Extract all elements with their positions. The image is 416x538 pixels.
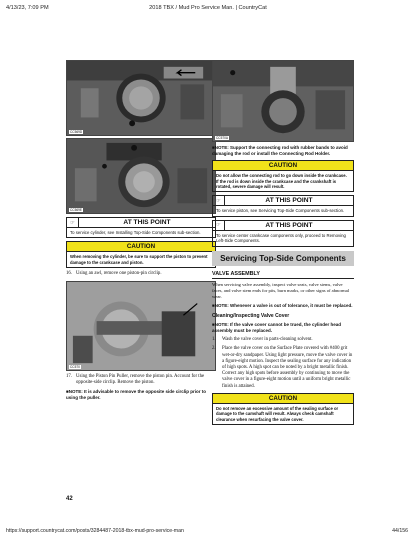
- at-this-point-box: [212, 220, 354, 231]
- step-text: Wash the valve cover in parts-cleaning solvent.: [222, 337, 313, 343]
- step-17: [66, 374, 216, 386]
- print-footer: [0, 526, 416, 538]
- connecting-rod-photo-art: [213, 61, 353, 141]
- engine-photo-1-art: [67, 61, 215, 135]
- print-header: [0, 0, 416, 14]
- note: ■NOTE: If the valve cover cannot be trued, the cylinder head assembly must be replaced.: [212, 321, 341, 334]
- at-this-point-text: To service center crankcase components only, proceed to Removing Left-Side Components.: [212, 231, 354, 247]
- at-this-point-box: [66, 217, 216, 228]
- figure-id: CC569D: [70, 130, 83, 134]
- at-this-point-box: [212, 195, 354, 206]
- caution-text: Do not allow the connecting rod to go down inside the crankcase. If the rod is down inside the crankcase and the crankshaft is rotated, severe damage will result.: [216, 173, 347, 190]
- pointing-hand-icon: ☞: [67, 218, 79, 227]
- engine-photo-2-art: [67, 139, 215, 213]
- engine-photo-2: [66, 138, 216, 214]
- paragraph: When servicing valve assembly, inspect valve seats, valve stems, valve faces, and valve stem ends for pits, burn marks, or other signs of abnormal wear.: [212, 281, 350, 299]
- note: ■NOTE: Whenever a valve is out of tolerance, it must be replaced.: [212, 302, 353, 308]
- step-number: 16.: [66, 271, 72, 277]
- pointing-hand-icon: ☞: [213, 221, 225, 230]
- valve-assembly-heading: VALVE ASSEMBLY: [212, 271, 354, 279]
- step-text: Place the valve cover on the Surface Plate covered with #400 grit wet-or-dry sandpaper. Using light pressure, move the valve cover in a figure-eight motion. Inspect the sealing surface for any indication of high spots. A high spot can be noted by a bright metallic finish. Correct any high spots before assembly by continuing to move the valve cover in a figure-eight motion until a uniform bright metallic finish is attained.: [222, 346, 353, 389]
- piston-puller-photo: [66, 281, 216, 371]
- note: ■NOTE: It is advisable to remove the opposite side circlip prior to using the puller.: [66, 388, 206, 401]
- note: ■NOTE: Support the connecting rod with rubber bands to avoid damaging the rod or install the Connecting Rod Holder.: [212, 145, 348, 157]
- at-this-point-text: To service piston, see Servicing Top-Side Components sub-section.: [212, 206, 354, 216]
- step-text: Using the Piston Pin Puller, remove the piston pin. Account for the opposite-side circlip. Remove the piston.: [76, 373, 205, 385]
- print-page-count: 44/156: [392, 528, 408, 534]
- step-number: 2.: [212, 346, 216, 352]
- figure-id: CC570A: [216, 136, 229, 140]
- caution-box: [212, 393, 354, 425]
- at-this-point-heading: AT THIS POINT: [265, 221, 313, 229]
- caution-heading: CAUTION: [213, 161, 353, 171]
- right-column: [212, 60, 354, 425]
- caution-heading: CAUTION: [213, 394, 353, 404]
- connecting-rod-photo: [212, 60, 354, 142]
- at-this-point-heading: AT THIS POINT: [123, 219, 171, 226]
- caution-text: Do not remove an excessive amount of the sealing surface or damage to the camshaft will result. Always check camshaft clearance when resurfacing the valve cover.: [216, 405, 339, 422]
- caution-box: [66, 241, 216, 268]
- figure-id: CC570: [70, 364, 80, 369]
- page-number: 42: [66, 496, 73, 502]
- step-2: [212, 346, 354, 390]
- caution-heading: CAUTION: [67, 242, 215, 252]
- step-16: [66, 271, 216, 277]
- at-this-point-heading: AT THIS POINT: [265, 197, 313, 205]
- print-url: https://support.countrycat.com/posts/3284487-2018-tbx-mud-pro-service-man: [6, 528, 184, 534]
- left-column: [66, 60, 216, 401]
- print-title: 2018 TBX / Mud Pro Service Man. | CountryCat: [149, 5, 267, 11]
- figure-id: CC569E: [70, 208, 83, 212]
- engine-photo-1: [66, 60, 216, 136]
- step-text: Using an awl, remove one piston-pin circlip.: [76, 271, 162, 277]
- step-number: 1.: [212, 337, 216, 343]
- cleaning-heading: Cleaning/Inspecting Valve Cover: [212, 312, 290, 319]
- caution-text: When removing the cylinder, be sure to support the piston to prevent damage to the crankcase and piston.: [70, 254, 208, 265]
- caution-box: [212, 160, 354, 192]
- piston-puller-photo-art: [67, 282, 215, 370]
- print-datetime: 4/13/23, 7:09 PM: [6, 5, 49, 11]
- step-number: 17.: [66, 373, 72, 379]
- at-this-point-text: To service cylinder, see Installing Top-Side Components sub-section.: [66, 228, 216, 238]
- section-title: Servicing Top-Side Components: [212, 251, 354, 266]
- step-1: [212, 337, 354, 343]
- pointing-hand-icon: ☞: [213, 196, 225, 205]
